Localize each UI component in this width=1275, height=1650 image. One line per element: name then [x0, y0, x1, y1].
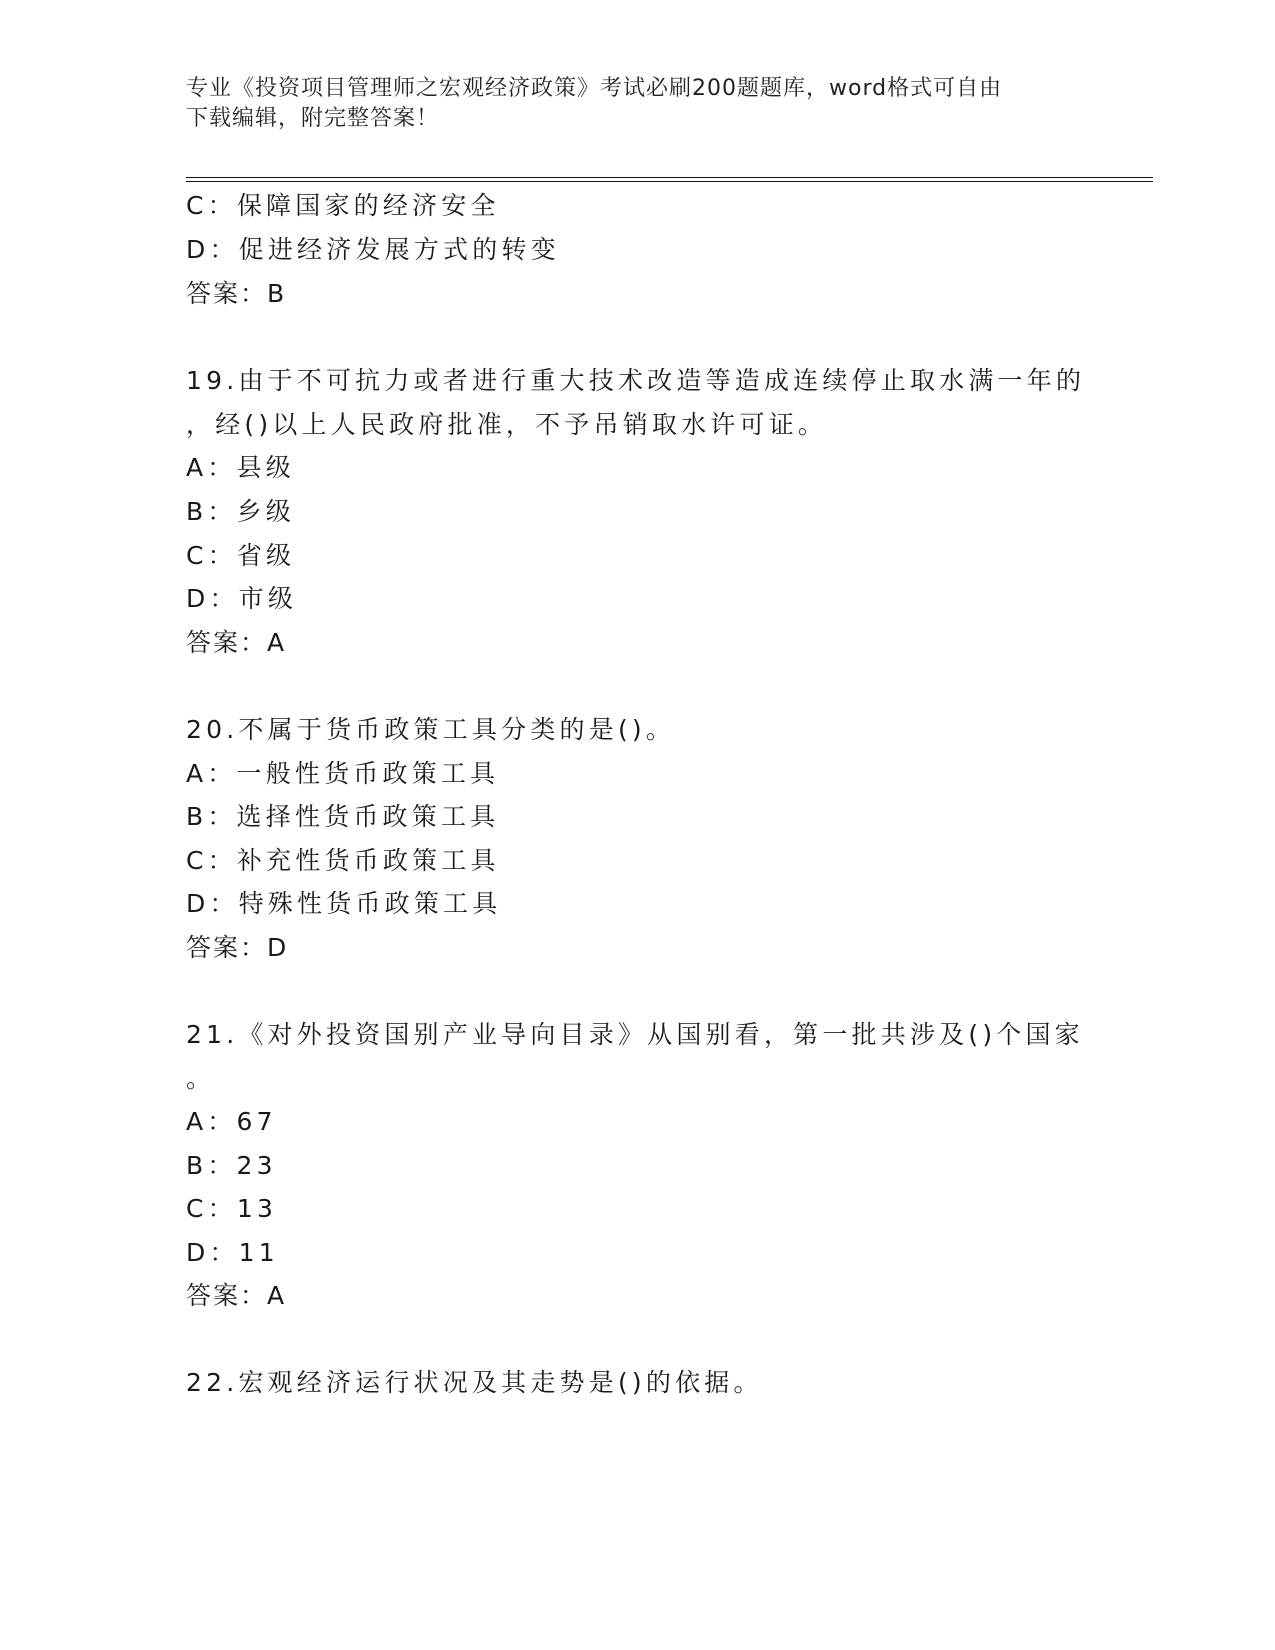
option-a: A：一般性货币政策工具 — [186, 759, 500, 788]
option-d: D：特殊性货币政策工具 — [186, 889, 502, 918]
header-title-line-2: 下载编辑，附完整答案！ — [186, 106, 440, 131]
question-21-line-2: 。 — [186, 1064, 216, 1093]
option-d: D：促进经济发展方式的转变 — [186, 235, 560, 264]
answer-line: 答案：A — [186, 1281, 287, 1310]
question-19-line-2: ，经()以上人民政府批准，不予吊销取水许可证。 — [186, 410, 828, 439]
question-22: 22.宏观经济运行状况及其走势是()的依据。 — [186, 1368, 763, 1397]
option-d: D：市级 — [186, 584, 298, 613]
header-divider — [186, 177, 1153, 182]
answer-line: 答案：B — [186, 279, 287, 308]
answer-line: 答案：A — [186, 628, 287, 657]
option-c: C：省级 — [186, 541, 296, 570]
option-b: B：选择性货币政策工具 — [186, 802, 500, 831]
answer-line: 答案：D — [186, 933, 289, 962]
header-title-line-1: 专业《投资项目管理师之宏观经济政策》考试必刷200题题库，word格式可自由 — [186, 76, 1003, 101]
option-c: C：13 — [186, 1194, 278, 1223]
option-c: C：补充性货币政策工具 — [186, 846, 500, 875]
option-b: B：23 — [186, 1151, 277, 1180]
option-d: D：11 — [186, 1238, 279, 1267]
option-a: A：县级 — [186, 453, 295, 482]
question-21-line-1: 21.《对外投资国别产业导向目录》从国别看，第一批共涉及()个国家 — [186, 1020, 1084, 1049]
option-a: A：67 — [186, 1107, 277, 1136]
question-20: 20.不属于货币政策工具分类的是()。 — [186, 715, 676, 744]
option-c: C：保障国家的经济安全 — [186, 191, 500, 220]
question-19-line-1: 19.由于不可抗力或者进行重大技术改造等造成连续停止取水满一年的 — [186, 366, 1086, 395]
document-header — [186, 74, 1066, 134]
option-b: B：乡级 — [186, 497, 295, 526]
